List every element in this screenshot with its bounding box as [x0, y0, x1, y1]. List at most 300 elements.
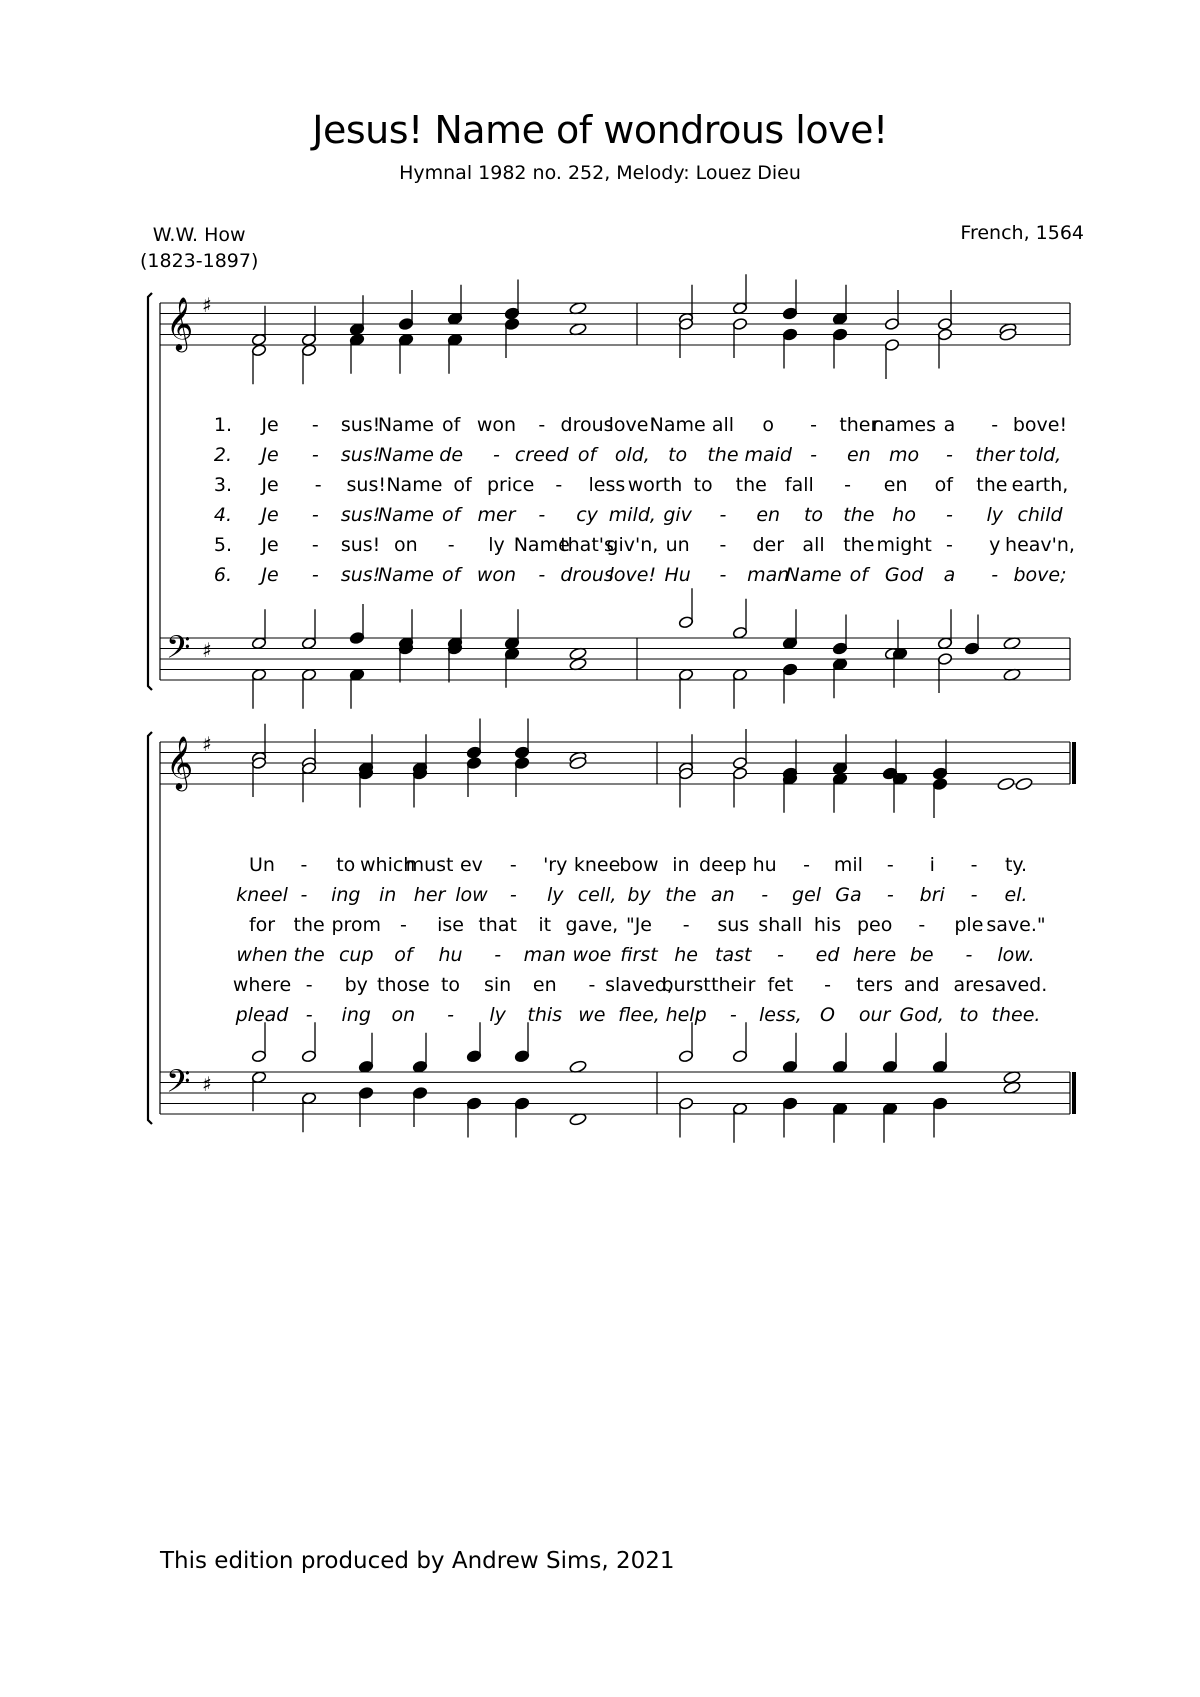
- system-bracket: [148, 732, 152, 1124]
- lyric-syllable: creed: [514, 444, 569, 466]
- lyric-syllable: sin: [484, 974, 512, 996]
- note: [466, 756, 481, 797]
- note: [932, 740, 947, 781]
- note: [412, 1033, 427, 1074]
- lyric-syllable: thee.: [991, 1004, 1041, 1026]
- lyric-syllable: Name: [377, 564, 434, 586]
- lyric-syllable: the: [843, 504, 875, 526]
- note: [514, 719, 529, 760]
- lyric-syllable: of: [849, 564, 868, 586]
- lyric-syllable: un: [665, 534, 690, 556]
- note: [504, 280, 519, 321]
- lyric-syllable: which: [359, 854, 416, 876]
- lyric-syllable: earth,: [1011, 474, 1069, 496]
- note: [398, 290, 413, 331]
- note: [832, 328, 847, 369]
- lyric-syllable: Hu: [664, 564, 691, 586]
- lyric-syllable: knee: [573, 854, 621, 876]
- lyric-syllable: -: [970, 854, 978, 876]
- lyric-syllable: giv'n,: [606, 534, 659, 556]
- lyric-syllable: it: [538, 914, 552, 936]
- note: [251, 1022, 266, 1063]
- lyric-syllable: -: [945, 534, 953, 556]
- note: [937, 652, 952, 693]
- note: [301, 762, 316, 803]
- lyric-syllable: -: [311, 564, 319, 586]
- lyric-syllable: -: [314, 474, 322, 496]
- lyric-syllable: to: [668, 444, 688, 466]
- note: [832, 285, 847, 326]
- lyric-syllable: -: [991, 414, 999, 436]
- lyric-syllable: names: [872, 414, 937, 436]
- lyric-syllable: heav'n,: [1005, 534, 1075, 556]
- note: [301, 344, 316, 385]
- lyric-syllable: and: [903, 974, 940, 996]
- lyric-syllable: en: [532, 974, 557, 996]
- hymn-subtitle: Hymnal 1982 no. 252, Melody: Louez Dieu: [399, 162, 801, 184]
- lyric-syllable: Name: [386, 474, 443, 496]
- bass-clef-icon: 𝄢: [166, 629, 191, 673]
- lyric-syllable: ters: [856, 974, 894, 996]
- lyric-syllable: his: [813, 914, 842, 936]
- lyric-syllable: the: [665, 884, 697, 906]
- lyric-syllable: on: [394, 534, 418, 556]
- note: [349, 604, 364, 645]
- note: [514, 1097, 529, 1138]
- note: [301, 306, 316, 347]
- lyric-syllable: to: [693, 474, 713, 496]
- note: [301, 668, 316, 709]
- lyric-syllable: cy: [576, 504, 598, 526]
- lyric-syllable: sus!: [340, 444, 381, 466]
- lyric-syllable: might: [876, 534, 932, 556]
- lyric-syllable: mil: [833, 854, 863, 876]
- lyric-syllable: bove!: [1012, 414, 1068, 436]
- lyric-syllable: -: [776, 944, 784, 966]
- bass-staff: [160, 629, 1070, 680]
- lyric-syllable: slaved,: [605, 974, 673, 996]
- lyric-syllable: God: [884, 564, 924, 586]
- note: [732, 1022, 747, 1063]
- lyric-syllable: less,: [758, 1004, 802, 1026]
- lyric-syllable: the: [976, 474, 1008, 496]
- note: [782, 609, 797, 650]
- note: [447, 285, 462, 326]
- lyric-syllable: here: [853, 944, 897, 966]
- note: [832, 1033, 847, 1074]
- lyric-syllable: Name: [377, 444, 434, 466]
- lyric-syllable: Name: [513, 534, 570, 556]
- note: [732, 668, 747, 709]
- note: [732, 317, 747, 358]
- note: [932, 777, 947, 818]
- lyric-syllable: ther: [839, 414, 879, 436]
- lyric-syllable: ly: [986, 504, 1003, 526]
- note: [358, 1033, 373, 1074]
- lyric-syllable: love!: [608, 564, 657, 586]
- lyric-syllable: cell,: [577, 884, 617, 906]
- lyric-syllable: he: [674, 944, 698, 966]
- note: [782, 1033, 797, 1074]
- lyric-syllable: Je: [261, 504, 279, 526]
- note: [301, 1092, 316, 1133]
- note: [251, 344, 266, 385]
- lyric-syllable: en: [756, 504, 781, 526]
- lyric-syllable: hu: [752, 854, 777, 876]
- lyric-syllable: man: [523, 944, 566, 966]
- lyric-syllable: -: [886, 884, 894, 906]
- note: [782, 280, 797, 321]
- lyric-syllable: Name: [377, 414, 434, 436]
- notehead: [997, 777, 1015, 791]
- treble-staff: [160, 732, 1070, 791]
- lyric-syllable: -: [918, 914, 926, 936]
- lyric-syllable: the: [707, 444, 739, 466]
- lyric-syllable: Un: [249, 854, 275, 876]
- lyric-syllable: -: [494, 944, 502, 966]
- verse-number: 5.: [213, 534, 232, 556]
- lyric-syllable: Je: [261, 444, 279, 466]
- sharp-icon: ♯: [202, 638, 212, 662]
- lyric-syllable: of: [442, 564, 461, 586]
- note: [782, 772, 797, 813]
- lyric-syllable: sus!: [340, 414, 381, 436]
- lyric-syllable: ev: [459, 854, 483, 876]
- lyric-syllable: bow: [619, 854, 659, 876]
- lyric-syllable: -: [761, 884, 769, 906]
- lyric-syllable: must: [405, 854, 454, 876]
- lyric-syllable: bove;: [1013, 564, 1067, 586]
- note: [732, 767, 747, 808]
- lyric-syllable: -: [970, 884, 978, 906]
- note: [732, 599, 747, 640]
- hymn-title: Jesus! Name of wondrous love!: [312, 108, 888, 152]
- lyric-syllable: her: [413, 884, 446, 906]
- note: [301, 1022, 316, 1063]
- note: [782, 328, 797, 369]
- sharp-icon: ♯: [202, 732, 212, 756]
- lyric-syllable: this: [527, 1004, 563, 1026]
- lyric-syllable: of: [442, 414, 461, 436]
- lyric-syllable: drous: [560, 414, 614, 436]
- lyric-syllable: en: [883, 474, 908, 496]
- lyric-syllable: -: [311, 504, 319, 526]
- lyric-syllable: Name: [377, 504, 434, 526]
- lyric-syllable: -: [311, 534, 319, 556]
- lyric-syllable: de: [439, 444, 464, 466]
- lyric-syllable: -: [311, 414, 319, 436]
- lyric-syllable: to: [336, 854, 356, 876]
- note: [884, 338, 899, 379]
- lyric-syllable: of: [394, 944, 413, 966]
- lyric-syllable: en: [846, 444, 871, 466]
- lyric-syllable: our: [858, 1004, 891, 1026]
- note: [678, 317, 693, 358]
- lyric-syllable: hu: [438, 944, 463, 966]
- note: [349, 333, 364, 374]
- note: [358, 1086, 373, 1127]
- note: [937, 609, 952, 650]
- note: [832, 772, 847, 813]
- lyric-syllable: -: [719, 534, 727, 556]
- lyric-syllable: fall: [784, 474, 814, 496]
- author-dates: (1823-1897): [140, 250, 259, 272]
- lyric-syllable: ty.: [1004, 854, 1028, 876]
- treble-clef-icon: 𝄞: [166, 735, 194, 789]
- lyric-syllable: love!: [608, 414, 657, 436]
- note: [514, 756, 529, 797]
- lyric-syllable: -: [399, 914, 407, 936]
- lyric-syllable: -: [965, 944, 973, 966]
- lyric-syllable: gel: [792, 884, 822, 906]
- system-2-lyrics: [233, 854, 1047, 1026]
- note: [251, 1071, 266, 1112]
- lyric-syllable: maid: [744, 444, 792, 466]
- lyric-syllable: for: [248, 914, 276, 936]
- lyric-syllable: of: [442, 504, 461, 526]
- verse-number: 4.: [213, 504, 232, 526]
- lyric-syllable: God,: [899, 1004, 944, 1026]
- lyric-syllable: -: [844, 474, 851, 496]
- lyric-syllable: to: [959, 1004, 979, 1026]
- lyric-syllable: bri: [919, 884, 945, 906]
- lyric-syllable: "Je: [625, 914, 653, 936]
- lyric-syllable: ly: [546, 884, 564, 906]
- lyric-syllable: man: [747, 564, 790, 586]
- note: [358, 767, 373, 808]
- note: [832, 734, 847, 775]
- lyric-syllable: -: [719, 504, 727, 526]
- lyric-syllable: Ga: [835, 884, 862, 906]
- lyric-syllable: -: [493, 444, 500, 466]
- lyric-syllable: help: [665, 1004, 707, 1026]
- lyric-syllable: burst: [661, 974, 711, 996]
- lyric-syllable: when: [236, 944, 288, 966]
- lyric-syllable: ther: [975, 444, 1015, 466]
- verse-number: 3.: [213, 474, 232, 496]
- lyric-syllable: sus!: [346, 474, 386, 496]
- note: [504, 317, 519, 358]
- note: [678, 1097, 693, 1138]
- note: [412, 1086, 427, 1127]
- lyric-syllable: -: [509, 854, 517, 876]
- lyric-syllable: save.": [986, 914, 1046, 936]
- lyric-syllable: all: [711, 414, 735, 436]
- lyric-syllable: the: [293, 914, 325, 936]
- lyric-syllable: saved.: [984, 974, 1048, 996]
- lyric-syllable: Name: [785, 564, 842, 586]
- lyric-syllable: to: [803, 504, 824, 526]
- note: [782, 663, 797, 704]
- note: [466, 1097, 481, 1138]
- verse-number: 1.: [213, 414, 232, 436]
- lyric-syllable: shall: [758, 914, 803, 936]
- notehead: [1015, 777, 1033, 791]
- lyric-syllable: -: [311, 444, 319, 466]
- lyric-syllable: Je: [261, 414, 279, 436]
- lyric-syllable: the: [293, 944, 325, 966]
- lyric-syllable: peo: [856, 914, 893, 936]
- lyric-syllable: drous: [560, 564, 614, 586]
- lyric-syllable: Je: [261, 564, 279, 586]
- sharp-icon: ♯: [202, 293, 212, 317]
- lyric-syllable: -: [729, 1004, 737, 1026]
- lyric-syllable: old,: [614, 444, 650, 466]
- note: [937, 328, 952, 369]
- lyric-syllable: less: [588, 474, 626, 496]
- lyric-syllable: in: [379, 884, 397, 906]
- note: [882, 1102, 897, 1143]
- lyric-syllable: a: [943, 414, 956, 436]
- lyric-syllable: -: [945, 444, 953, 466]
- author-name: W.W. How: [152, 224, 246, 246]
- lyric-syllable: ple: [954, 914, 984, 936]
- edition-credit: This edition produced by Andrew Sims, 2021: [160, 1548, 675, 1574]
- note: [932, 1097, 947, 1138]
- note: [678, 767, 693, 808]
- note: [466, 719, 481, 760]
- lyric-syllable: -: [945, 504, 953, 526]
- lyric-syllable: ho: [892, 504, 916, 526]
- note: [251, 609, 266, 650]
- lyric-syllable: on: [391, 1004, 416, 1026]
- note: [251, 756, 266, 797]
- lyric-syllable: to: [440, 974, 461, 996]
- lyric-syllable: O: [820, 1004, 835, 1026]
- lyric-syllable: -: [810, 444, 817, 466]
- lyric-syllable: -: [824, 974, 831, 996]
- lyric-syllable: first: [620, 944, 658, 966]
- lyric-syllable: -: [555, 474, 563, 496]
- lyric-syllable: mer: [477, 504, 516, 526]
- lyric-syllable: all: [802, 534, 825, 556]
- lyric-syllable: plead: [235, 1004, 289, 1026]
- note: [251, 668, 266, 709]
- note: [732, 1102, 747, 1143]
- bass-clef-icon: 𝄢: [166, 1063, 191, 1107]
- lyric-syllable: -: [682, 914, 690, 936]
- lyric-syllable: of: [934, 474, 953, 496]
- note: [732, 274, 747, 315]
- lyric-syllable: -: [305, 1004, 313, 1026]
- lyric-syllable: i: [929, 854, 935, 876]
- lyric-syllable: -: [538, 414, 546, 436]
- lyric-syllable: sus!: [340, 504, 381, 526]
- note: [349, 295, 364, 336]
- lyric-syllable: by: [627, 884, 651, 906]
- note: [1015, 777, 1033, 791]
- lyric-syllable: -: [509, 884, 517, 906]
- note: [997, 777, 1015, 791]
- note: [782, 1097, 797, 1138]
- lyric-syllable: woe: [572, 944, 612, 966]
- lyric-syllable: ing: [331, 884, 361, 906]
- lyric-syllable: won: [476, 564, 517, 586]
- lyric-syllable: kneel: [236, 884, 288, 906]
- lyric-syllable: -: [305, 974, 313, 996]
- system-1-lyrics: [214, 414, 1075, 586]
- note: [504, 609, 519, 650]
- note: [832, 615, 847, 656]
- note: [832, 658, 847, 699]
- treble-clef-icon: 𝄞: [166, 296, 194, 350]
- lyric-syllable: the: [735, 474, 767, 496]
- lyric-syllable: -: [719, 564, 727, 586]
- verse-number: 2.: [213, 444, 232, 466]
- note: [892, 647, 907, 688]
- note: [678, 588, 693, 629]
- lyric-syllable: y: [989, 534, 1001, 556]
- lyric-syllable: where: [232, 974, 292, 996]
- lyric-syllable: sus!: [340, 534, 381, 556]
- lyric-syllable: cup: [338, 944, 374, 966]
- lyric-syllable: told,: [1018, 444, 1062, 466]
- lyric-syllable: their: [711, 974, 756, 996]
- lyric-syllable: deep: [699, 854, 747, 876]
- note: [398, 642, 413, 683]
- note: [412, 767, 427, 808]
- lyric-syllable: der: [752, 534, 785, 556]
- lyric-syllable: mo: [889, 444, 920, 466]
- lyric-syllable: -: [886, 854, 894, 876]
- lyric-syllable: are: [953, 974, 985, 996]
- lyric-syllable: -: [588, 974, 596, 996]
- lyric-syllable: flee,: [618, 1004, 660, 1026]
- lyric-syllable: fet: [767, 974, 794, 996]
- note: [447, 642, 462, 683]
- note: [349, 668, 364, 709]
- lyric-syllable: -: [991, 564, 999, 586]
- lyric-syllable: sus: [717, 914, 750, 936]
- note: [937, 290, 952, 331]
- lyric-syllable: el.: [1004, 884, 1028, 906]
- note: [466, 1022, 481, 1063]
- note: [678, 1022, 693, 1063]
- lyric-syllable: low.: [997, 944, 1035, 966]
- note: [964, 615, 979, 656]
- lyric-syllable: -: [447, 1004, 454, 1026]
- note: [882, 740, 897, 781]
- lyric-syllable: gave,: [565, 914, 619, 936]
- note: [884, 290, 899, 331]
- lyric-syllable: 'ry: [543, 854, 568, 876]
- note: [678, 668, 693, 709]
- lyric-syllable: won: [476, 414, 517, 436]
- note: [732, 729, 747, 770]
- lyric-syllable: of: [577, 444, 597, 466]
- note: [892, 772, 907, 813]
- lyric-syllable: in: [672, 854, 690, 876]
- note: [882, 1033, 897, 1074]
- lyric-syllable: worth: [627, 474, 683, 496]
- lyric-syllable: -: [810, 414, 817, 436]
- lyric-syllable: o: [762, 414, 775, 436]
- note: [832, 1102, 847, 1143]
- note: [504, 647, 519, 688]
- composer-credit: French, 1564: [960, 222, 1084, 244]
- lyric-syllable: giv: [663, 504, 692, 526]
- lyric-syllable: a: [943, 564, 956, 586]
- lyric-syllable: price: [486, 474, 535, 496]
- treble-staff: [160, 293, 1070, 352]
- lyric-syllable: the: [843, 534, 875, 556]
- lyric-syllable: sus!: [340, 564, 381, 586]
- lyric-syllable: mild,: [608, 504, 656, 526]
- lyric-syllable: Je: [261, 534, 279, 556]
- lyric-syllable: we: [578, 1004, 606, 1026]
- lyric-syllable: -: [538, 504, 546, 526]
- note: [301, 609, 316, 650]
